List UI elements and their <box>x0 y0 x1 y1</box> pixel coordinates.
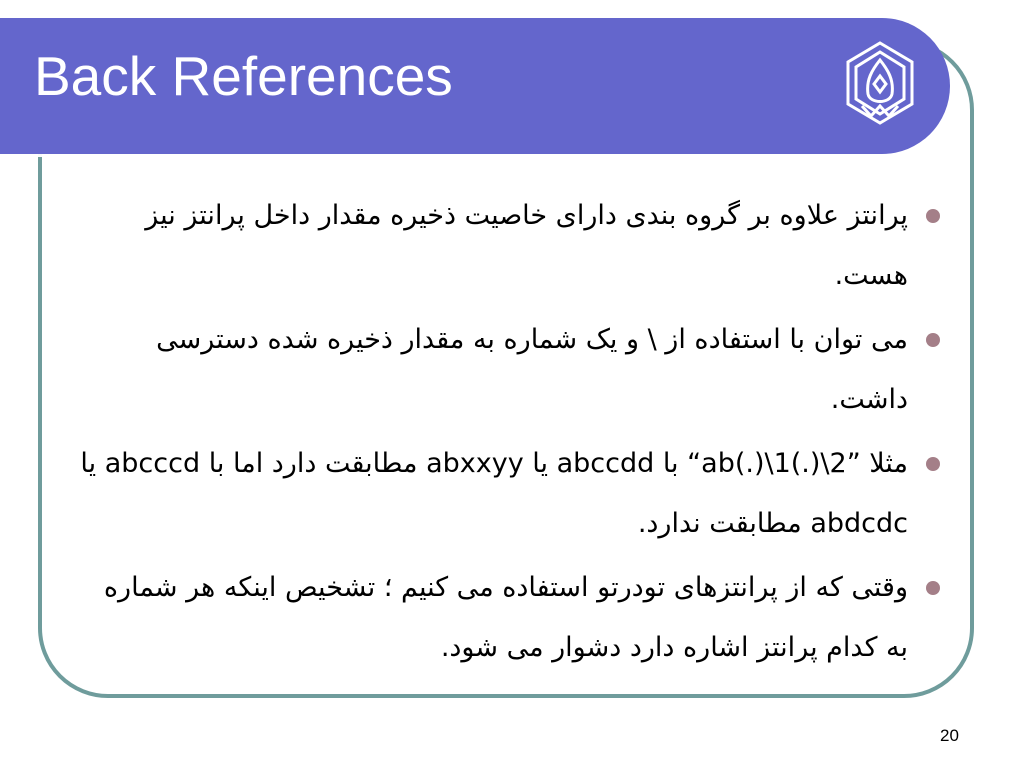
bullet-dot <box>926 581 940 595</box>
bullet-text: می توان با استفاده از \ و یک شماره به مقدار ذخیره شده دسترسی داشت. <box>156 324 908 415</box>
list-item <box>78 434 948 554</box>
page-number: 20 <box>940 726 959 745</box>
bullet-list <box>78 186 948 682</box>
list-item <box>78 310 948 430</box>
bullet-text: مثلا ”ab(.)\1(.)\2“ با abccdd یا abxxyy مطابقت دارد اما با abcccd یا abdcdc مطابقت ندارد. <box>80 448 908 539</box>
list-item <box>78 186 948 306</box>
university-emblem-icon <box>842 40 918 126</box>
bullet-text: پرانتز علاوه بر گروه بندی دارای خاصیت ذخیره مقدار داخل پرانتز نیز هست. <box>145 200 908 291</box>
bullet-dot <box>926 209 940 223</box>
slide-title: Back References <box>34 45 453 107</box>
title-underline <box>0 154 906 157</box>
list-item <box>78 558 948 678</box>
bullet-dot <box>926 333 940 347</box>
bullet-text: وقتی که از پرانتزهای تودرتو استفاده می کنیم ؛ تشخیص اینکه هر شماره به کدام پرانتز اشاره دارد دشوار می شود. <box>103 572 908 663</box>
bullet-dot <box>926 457 940 471</box>
